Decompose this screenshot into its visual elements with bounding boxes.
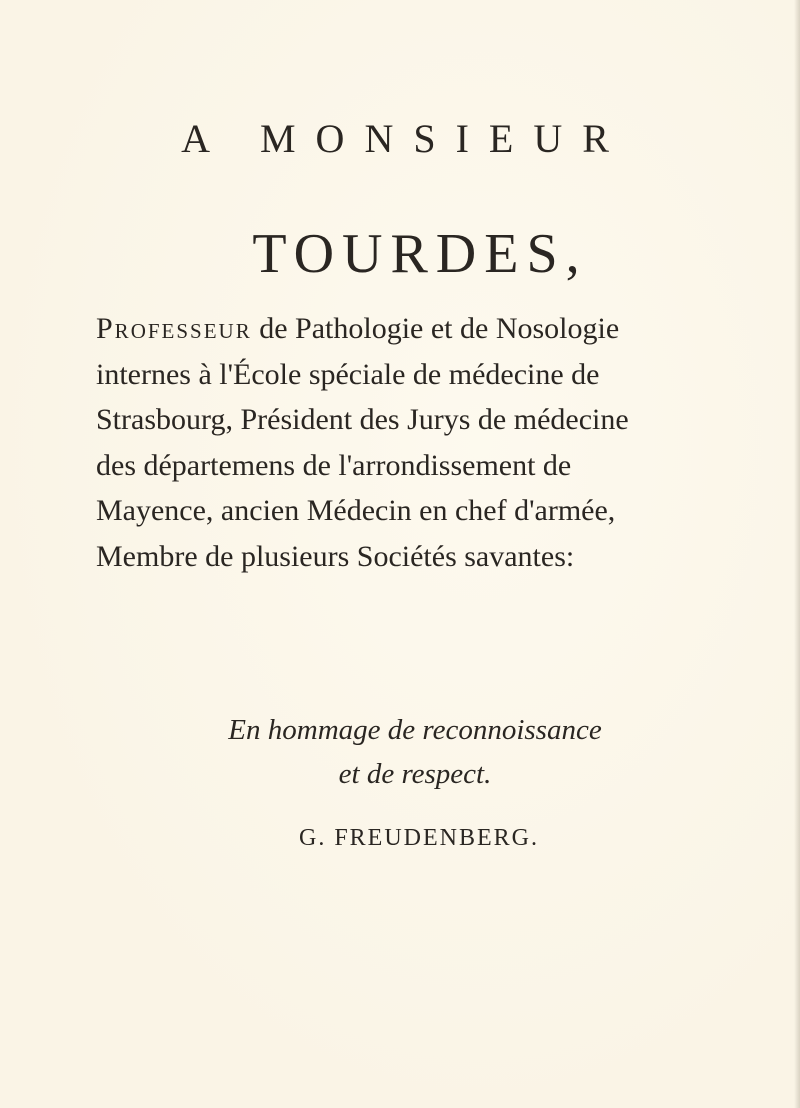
dedication-text [0, 708, 800, 796]
body-line-6: Membre de plusieurs Sociétés savantes: [96, 539, 575, 573]
heading-name: TOURDES, [252, 223, 588, 285]
page-edge [794, 0, 800, 1108]
body-line-2: internes à l'École spéciale de médecine de [96, 357, 600, 391]
body-line-3: Strasbourg, Président des Jurys de médecine [96, 403, 629, 436]
dedicatee-description [96, 306, 706, 579]
dedication-line-2: et de respect. [338, 758, 492, 790]
body-line-4: des départemens de l'arrondissement de [96, 448, 572, 482]
body-line-1: Professeur de Pathologie et de Nosologie [96, 312, 620, 345]
body-line-5: Mayence, ancien Médecin en chef d'armée, [96, 494, 616, 527]
heading-monsieur [0, 115, 800, 162]
heading-title: MONSIEUR [259, 116, 629, 161]
body-first-word: Professeur [96, 312, 252, 345]
author-signature: G. FREUDENBERG. [298, 825, 539, 851]
dedication-line-1: En hommage de reconnoissance [228, 714, 602, 746]
heading-prefix: A [181, 116, 210, 161]
